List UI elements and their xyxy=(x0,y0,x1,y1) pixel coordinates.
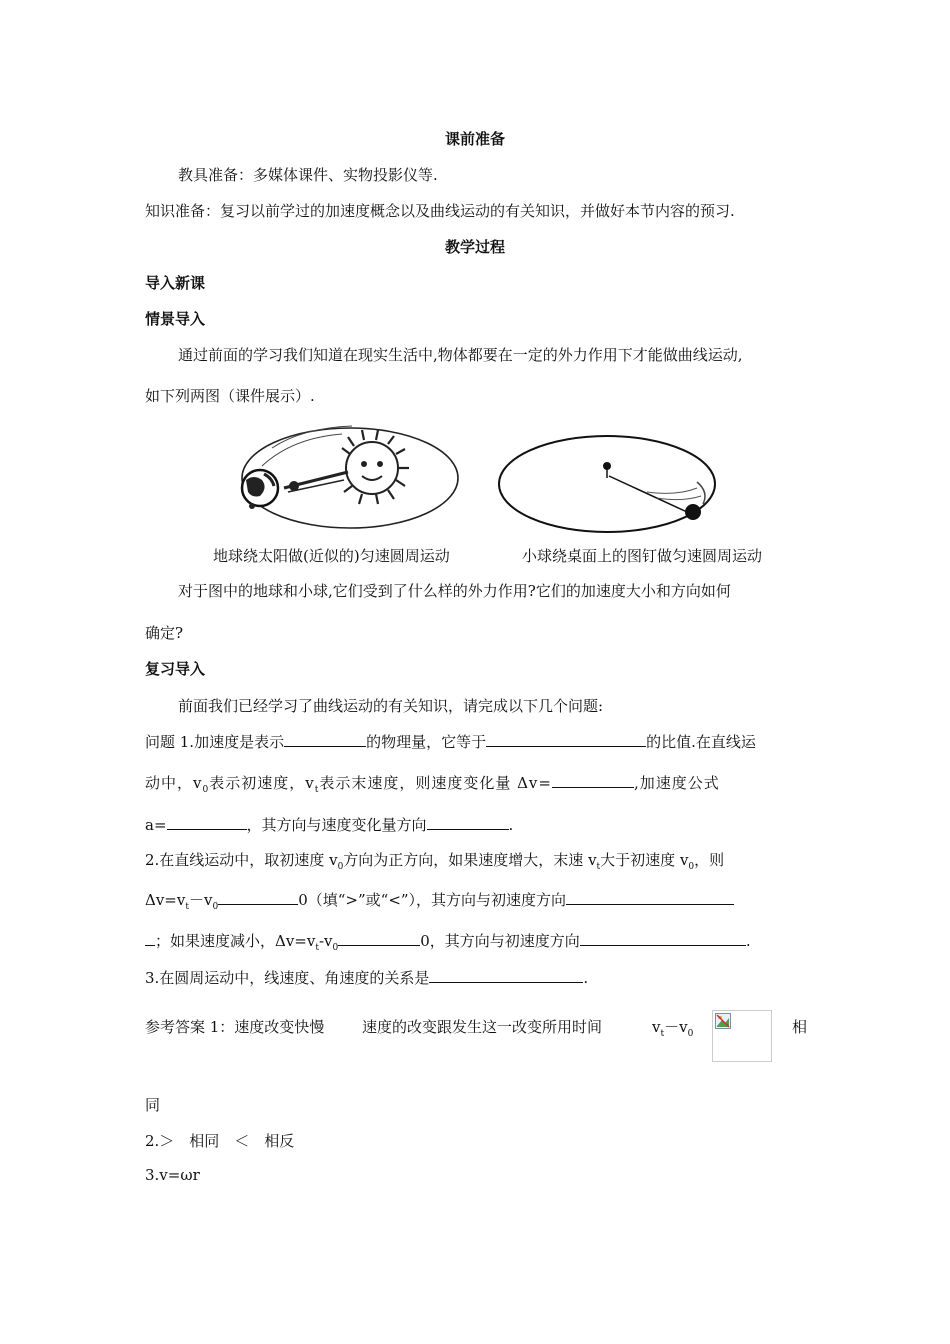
q1-text-h: a= xyxy=(145,816,167,834)
q2-line3 xyxy=(145,930,751,953)
q2-text-j: 0，其方向与初速度方向 xyxy=(420,932,580,950)
prep-heading: 课前准备 xyxy=(444,130,505,148)
answer1-end: 相 xyxy=(792,1018,808,1036)
q3-text-b: . xyxy=(583,969,589,987)
q3-text-a: 3.在圆周运动中，线速度、角速度的关系是 xyxy=(145,969,430,987)
q1-text-d: 动中，v xyxy=(145,774,203,792)
q1-text-g: ,加速度公式 xyxy=(633,774,720,792)
q1-text-i: ，其方向与速度变化量方向 xyxy=(246,816,427,834)
q1-sub-e: t xyxy=(314,785,320,795)
answer1-v: v xyxy=(652,1018,661,1036)
q1-text-j: . xyxy=(508,816,514,834)
answer1-label: 参考答案 1：速度改变快慢 xyxy=(145,1018,325,1036)
q3-line xyxy=(145,967,588,988)
q2-blank-2[interactable] xyxy=(566,890,734,905)
earth-icon xyxy=(242,470,278,509)
q1-line3 xyxy=(145,814,513,835)
q2-text-i: -v xyxy=(318,932,333,950)
q2-sub-e: t xyxy=(185,902,189,912)
q1-sub-d: 0 xyxy=(202,785,210,795)
table-circle xyxy=(499,436,715,532)
figure2-caption: 小球绕桌面上的图钉做匀速圆周运动 xyxy=(522,547,763,565)
q1-line2 xyxy=(145,772,720,795)
answer3: 3.v=ωr xyxy=(145,1166,200,1184)
q2-text-e: Δv=v xyxy=(145,891,186,909)
q2-sub-i: 0 xyxy=(332,943,339,953)
q2-text-d: ，则 xyxy=(694,851,725,869)
q2-blank-4[interactable] xyxy=(338,931,420,946)
ball-pin-figure xyxy=(497,426,719,536)
q1-text-e: 表示初速度，v xyxy=(209,774,315,792)
q2-sub-c: 0 xyxy=(688,862,695,872)
prep-knowledge: 知识准备：复习以前学过的加速度概念以及曲线运动的有关知识，并做好本节内容的预习. xyxy=(145,202,735,220)
q1-text-a: 问题 1.加速度是表示 xyxy=(145,733,285,751)
q3-blank[interactable] xyxy=(429,968,583,983)
q1-blank-4[interactable] xyxy=(167,815,247,830)
earth-sun-figure xyxy=(232,418,462,533)
q2-text-b: 方向为正方向，如果速度增大，末速 v xyxy=(343,851,597,869)
question-line1: 对于图中的地球和小球,它们受到了什么样的外力作用?它们的加速度大小和方向如何 xyxy=(178,582,731,600)
q1-text-c: 的比值.在直线运 xyxy=(646,733,756,751)
q2-sub-b: t xyxy=(596,862,601,872)
q2-line1 xyxy=(145,849,724,872)
q1-blank-5[interactable] xyxy=(427,815,509,830)
q2-sub-h: t xyxy=(315,943,319,953)
q2-text-f: －v xyxy=(188,891,213,909)
ball-icon xyxy=(685,504,701,520)
broken-image-icon xyxy=(715,1013,731,1029)
q1-text-b: 的物理量，它等于 xyxy=(366,733,487,751)
q1-line1 xyxy=(145,731,756,752)
q2-blank-5[interactable] xyxy=(580,931,746,946)
q2-text-c: 大于初速度 v xyxy=(600,851,689,869)
q2-blank-3[interactable] xyxy=(145,931,155,946)
answer1-formula xyxy=(652,1016,693,1039)
q1-blank-3[interactable] xyxy=(552,773,634,788)
q2-sub-a: 0 xyxy=(337,862,344,872)
answer2: 2.＞ 相同 ＜ 相反 xyxy=(145,1132,295,1150)
intro-heading: 导入新课 xyxy=(145,274,206,292)
q2-blank-1[interactable] xyxy=(218,890,298,905)
scene-paragraph-line1: 通过前面的学习我们知道在现实生活中,物体都要在一定的外力作用下才能做曲线运动, xyxy=(178,346,743,364)
answer1-v-sub: t xyxy=(660,1029,665,1039)
figure1-caption: 地球绕太阳做(近似的)匀速圆周运动 xyxy=(213,547,450,565)
scene-paragraph-line2: 如下列两图（课件展示）. xyxy=(145,387,315,405)
scene-heading: 情景导入 xyxy=(145,310,206,328)
review-intro: 前面我们已经学习了曲线运动的有关知识，请完成以下几个问题: xyxy=(178,697,604,715)
review-heading: 复习导入 xyxy=(145,660,206,678)
q2-text-k: . xyxy=(745,932,751,950)
broken-image-placeholder xyxy=(712,1010,772,1062)
answer1-minus: －v xyxy=(664,1018,688,1036)
answer1-mid: 速度的改变跟发生这一改变所用时间 xyxy=(362,1018,603,1036)
answer1-end2: 同 xyxy=(145,1096,161,1114)
q1-blank-1[interactable] xyxy=(284,732,366,747)
q2-sub-f: 0 xyxy=(212,902,219,912)
answer1-line xyxy=(145,1016,324,1037)
question-line2: 确定? xyxy=(145,624,184,642)
answer1-minus-sub: 0 xyxy=(687,1029,694,1039)
q1-blank-2[interactable] xyxy=(486,732,646,747)
process-heading: 教学过程 xyxy=(444,238,505,256)
prep-tools: 教具准备：多媒体课件、实物投影仪等. xyxy=(178,166,438,184)
q2-text-h: ；如果速度减小，Δv=v xyxy=(155,932,316,950)
q2-line2 xyxy=(145,889,734,912)
q2-text-a: 2.在直线运动中，取初速度 v xyxy=(145,851,338,869)
q1-text-f: 表示末速度，则速度变化量 Δv= xyxy=(319,774,552,792)
sun-icon xyxy=(342,430,409,504)
q2-text-g: 0（填“>”或“<”），其方向与初速度方向 xyxy=(298,891,567,909)
